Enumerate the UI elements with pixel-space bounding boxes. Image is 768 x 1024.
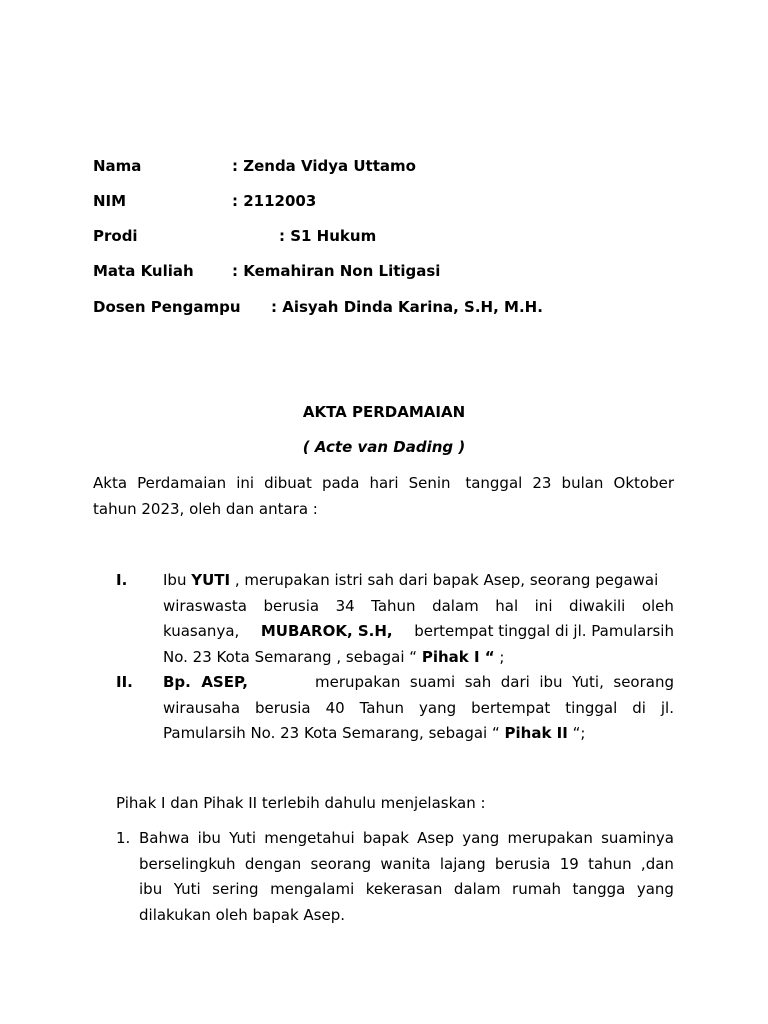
word: Tahun xyxy=(371,597,416,615)
word: mengalami xyxy=(270,880,355,898)
word: berusia xyxy=(263,597,320,615)
prodi-value: : S1 Hukum xyxy=(279,227,377,245)
party-2-number: II. xyxy=(116,673,133,691)
party-2-role: Pihak II xyxy=(504,724,568,742)
word: wirausaha xyxy=(163,699,241,717)
word: yang xyxy=(636,880,674,898)
explanation-intro: Pihak I dan Pihak II terlebih dahulu menjelaskan : xyxy=(116,794,486,812)
word: tahun xyxy=(588,855,632,873)
word: ,dan xyxy=(640,855,674,873)
dosen-label: Dosen Pengampu xyxy=(93,298,241,316)
word: Yuti xyxy=(173,880,201,898)
word: Tahun xyxy=(359,699,405,717)
word: rumah xyxy=(512,880,562,898)
word: lajang xyxy=(439,855,486,873)
party-2-name: Bp. ASEP, xyxy=(163,673,248,691)
document-title: AKTA PERDAMAIAN xyxy=(302,403,466,421)
word: dibuat xyxy=(264,474,312,492)
word: Senin xyxy=(408,474,451,492)
nama-label: Nama xyxy=(93,157,142,175)
party-1-name: YUTI xyxy=(191,571,231,589)
word: suaminya xyxy=(601,829,674,847)
word: tanggal xyxy=(460,474,523,492)
word: dalam xyxy=(453,880,501,898)
word: kekerasan xyxy=(365,880,443,898)
point-1-number: 1. xyxy=(116,829,131,847)
word: pada xyxy=(321,474,360,492)
word: Yuti xyxy=(229,829,257,847)
nama-value: : Zenda Vidya Uttamo xyxy=(232,157,416,175)
word: diwakili xyxy=(568,597,626,615)
word: bertempat xyxy=(471,699,551,717)
intro-line-2: tahun 2023, oleh dan antara : xyxy=(93,500,318,518)
party-2-line-2 xyxy=(163,699,674,717)
word: bulan xyxy=(561,474,604,492)
point-1-line-3 xyxy=(139,880,674,898)
word: 40 xyxy=(325,699,345,717)
word: dalam xyxy=(432,597,479,615)
word: di xyxy=(632,699,646,717)
prodi-label: Prodi xyxy=(93,227,138,245)
word: tangga xyxy=(572,880,626,898)
word: merupakan xyxy=(507,829,593,847)
party-1-line-2 xyxy=(163,597,674,615)
word: ibu xyxy=(139,880,163,898)
party-1-line-4 xyxy=(163,648,504,666)
party-2-text: merupakan suami sah dari ibu Yuti, seorang xyxy=(305,673,674,691)
dosen-value: : Aisyah Dinda Karina, S.H, M.H. xyxy=(271,298,543,316)
word: Oktober xyxy=(613,474,674,492)
word: berselingkuh xyxy=(139,855,236,873)
word: seorang xyxy=(310,855,372,873)
word: ini xyxy=(236,474,255,492)
party-1-text: bertempat tinggal di jl. Pamularsih xyxy=(409,622,674,640)
mata-kuliah-label: Mata Kuliah xyxy=(93,262,194,280)
word: berusia xyxy=(254,699,311,717)
party-1-text: kuasanya, xyxy=(163,622,245,640)
party-2-text: Pamularsih No. 23 Kota Semarang, sebagai “ xyxy=(163,724,505,742)
word: mengetahui xyxy=(264,829,355,847)
party-1-text: Ibu xyxy=(163,571,192,589)
party-1-text: No. 23 Kota Semarang , sebagai “ xyxy=(163,648,422,666)
word: berusia xyxy=(494,855,551,873)
word: bapak xyxy=(362,829,409,847)
party-1-text: , merupakan istri sah dari bapak Asep, seorang pegawai xyxy=(230,571,659,589)
party-1-role: Pihak I “ xyxy=(421,648,495,666)
word: oleh xyxy=(641,597,674,615)
party-1-line-1 xyxy=(163,571,658,589)
party-1-line-3 xyxy=(163,622,674,640)
word: ini xyxy=(534,597,553,615)
party-1-number: I. xyxy=(116,571,128,589)
word: jl. xyxy=(660,699,674,717)
intro-line-1 xyxy=(93,474,674,492)
word: wiraswasta xyxy=(163,597,247,615)
word: ibu xyxy=(197,829,221,847)
word: yang xyxy=(419,699,457,717)
mata-kuliah-value: : Kemahiran Non Litigasi xyxy=(232,262,441,280)
point-1-line-1 xyxy=(139,829,674,847)
nim-label: NIM xyxy=(93,192,127,210)
word: dengan xyxy=(244,855,302,873)
word: Akta xyxy=(93,474,128,492)
word: sering xyxy=(212,880,259,898)
word: 19 xyxy=(559,855,579,873)
party-1-representative: MUBAROK, S.H, xyxy=(260,622,393,640)
word: yang xyxy=(462,829,500,847)
word: 23 xyxy=(532,474,552,492)
word: Bahwa xyxy=(139,829,190,847)
party-1-text: ; xyxy=(494,648,505,666)
document-subtitle: ( Acte van Dading ) xyxy=(302,438,466,456)
point-1-line-4: dilakukan oleh bapak Asep. xyxy=(139,906,345,924)
word: hari xyxy=(369,474,399,492)
word: Perdamaian xyxy=(137,474,227,492)
party-2-text: “; xyxy=(567,724,586,742)
party-2-line-1 xyxy=(163,673,674,691)
point-1-line-2 xyxy=(139,855,674,873)
word: hal xyxy=(495,597,519,615)
word: wanita xyxy=(380,855,431,873)
word: 34 xyxy=(335,597,355,615)
word: tinggal xyxy=(565,699,618,717)
word: Asep xyxy=(417,829,454,847)
party-2-line-3 xyxy=(163,724,585,742)
nim-value: : 2112003 xyxy=(232,192,317,210)
